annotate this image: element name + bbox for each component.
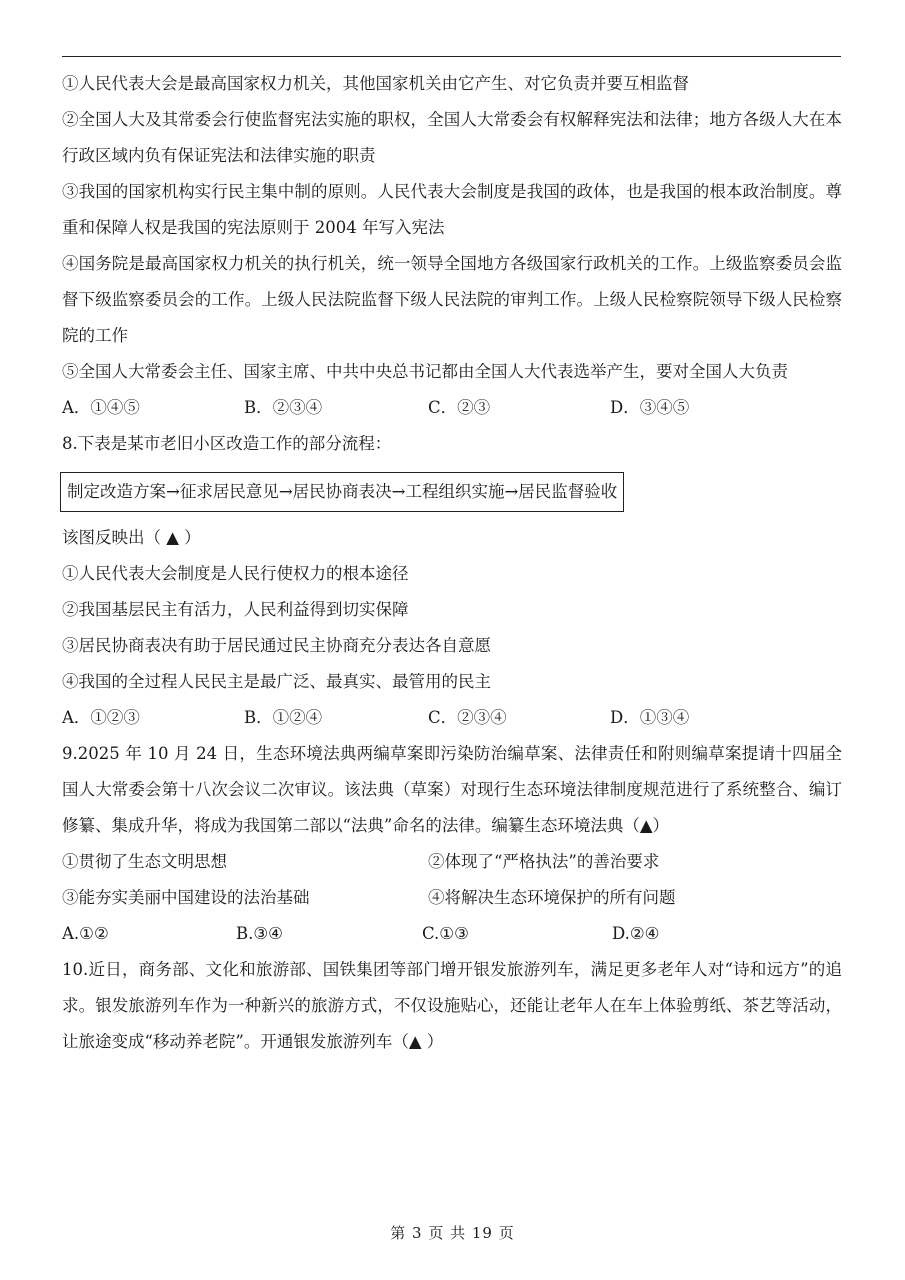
- q8-stem: 8.下表是某市老旧小区改造工作的部分流程：: [62, 434, 392, 453]
- q7-item-5: ⑤全国人大常委会主任、国家主席、中共中央总书记都由全国人大代表选举产生，要对全国人大负责: [62, 362, 788, 381]
- q7-options: [62, 390, 842, 426]
- q7-option-b: B．②③④: [244, 398, 323, 417]
- q9-stem: 9.2025 年 10 月 24 日，生态环境法典两编草案即污染防治编草案、法律责任和附则编草案提请十四届全国人大常委会第十八次会议二次审议。该法典（草案）对现行生态环境法律制度规范进行了系统整合、编订修纂、集成升华，将成为我国第二部以“法典”命名的法律。编纂生态环境法典（▲）: [62, 744, 842, 835]
- q7-item-3: ③我国的国家机构实行民主集中制的原则。人民代表大会制度是我国的政体，也是我国的根本政治制度。尊重和保障人权是我国的宪法原则于 2004 年写入宪法: [62, 182, 842, 237]
- q8-item-1: ①人民代表大会制度是人民行使权力的根本途径: [62, 564, 409, 583]
- q7-option-c: C．②③: [428, 398, 491, 417]
- q7-option-d: D．③④⑤: [610, 398, 690, 417]
- q8-option-d: D．①③④: [610, 708, 690, 727]
- q7-item-4: ④国务院是最高国家权力机关的执行机关，统一领导全国地方各级国家行政机关的工作。上级监察委员会监督下级监察委员会的工作。上级人民法院监督下级人民法院的审判工作。上级人民检察院领导下级人民检察院的工作: [62, 254, 842, 345]
- q8-question: 该图反映出（ ▲ ）: [62, 528, 201, 547]
- q9-items-row-1: [62, 844, 842, 880]
- q9-option-b: B.③④: [236, 924, 283, 943]
- q9-option-d: D.②④: [612, 924, 660, 943]
- q7-option-a: A．①④⑤: [62, 398, 140, 417]
- q7-item-1: ①人民代表大会是最高国家权力机关，其他国家机关由它产生、对它负责并要互相监督: [62, 74, 689, 93]
- q7-item-2: ②全国人大及其常委会行使监督宪法实施的职权，全国人大常委会有权解释宪法和法律；地方各级人大在本行政区域内负有保证宪法和法律实施的职责: [62, 110, 842, 165]
- q9-item-1: ①贯彻了生态文明思想: [62, 852, 227, 871]
- q8-item-3: ③居民协商表决有助于居民通过民主协商充分表达各自意愿: [62, 636, 491, 655]
- page-content: [62, 66, 842, 1060]
- q8-item-4: ④我国的全过程人民民主是最广泛、最真实、最管用的民主: [62, 672, 491, 691]
- q9-options: [62, 916, 842, 952]
- q9-items-row-2: [62, 880, 842, 916]
- q8-item-2: ②我国基层民主有活力，人民利益得到切实保障: [62, 600, 409, 619]
- q8-option-b: B．①②④: [244, 708, 323, 727]
- q8-option-a: A．①②③: [62, 708, 140, 727]
- q8-options: [62, 700, 842, 736]
- q10-stem: 10.近日，商务部、文化和旅游部、国铁集团等部门增开银发旅游列车，满足更多老年人对“诗和远方”的追求。银发旅游列车作为一种新兴的旅游方式，不仅设施贴心，还能让老年人在车上体验剪纸、茶艺等活动，让旅途变成“移动养老院”。开通银发旅游列车（▲ ）: [62, 960, 842, 1051]
- q9-option-c: C.①③: [422, 924, 469, 943]
- q9-item-2: ②体现了“严格执法”的善治要求: [428, 852, 660, 871]
- q9-option-a: A.①②: [62, 924, 109, 943]
- q9-item-3: ③能夯实美丽中国建设的法治基础: [62, 888, 310, 907]
- q9-item-4: ④将解决生态环境保护的所有问题: [428, 888, 676, 907]
- page-number: 第 3 页 共 19 页: [390, 1224, 515, 1242]
- header-rule: [62, 56, 841, 57]
- q8-flow-box: 制定改造方案→征求居民意见→居民协商表决→工程组织实施→居民监督验收: [60, 472, 624, 512]
- q8-option-c: C．②③④: [428, 708, 507, 727]
